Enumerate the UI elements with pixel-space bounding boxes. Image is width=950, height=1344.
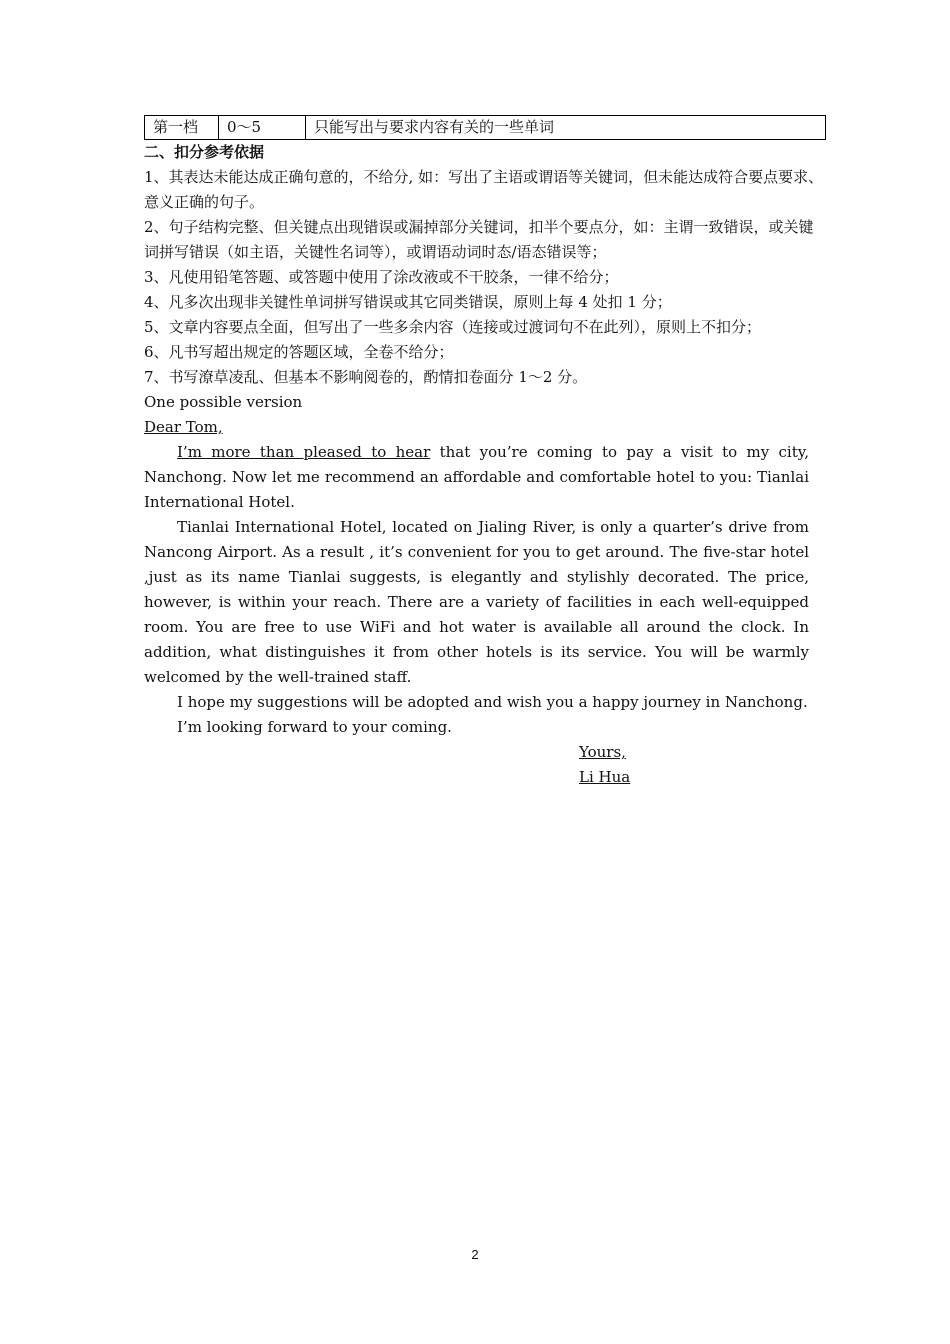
- rule-item: 7、书写潦草凌乱、但基本不影响阅卷的，酌情扣卷面分 1～2 分。: [144, 368, 588, 386]
- essay-paragraph: I hope my suggestions will be adopted and wish you a happy journey in Nanchong.: [177, 693, 808, 711]
- essay-signature: Li Hua: [579, 768, 631, 786]
- grade-table: [144, 115, 826, 140]
- paragraph-text: that you’re coming to pay a visit to my city, Nanchong. Now let me recommend an affordable and comfortable hotel to you: Tianlai International Hotel.: [144, 443, 809, 511]
- essay-closing: Yours,: [579, 743, 626, 761]
- underlined-phrase: I’m more than pleased to hear: [177, 443, 431, 461]
- page-number: 2: [471, 1247, 479, 1262]
- essay-paragraph: I’m looking forward to your coming.: [177, 718, 452, 736]
- document-page: [144, 115, 826, 790]
- essay-salutation: Dear Tom,: [144, 418, 223, 436]
- essay-paragraph: Tianlai International Hotel, located on Jialing River, is only a quarter’s drive from Nancong Airport. As a result , it’s convenient for you to get around. The five-star hotel ,just as its name Tianlai suggests, is elegantly and stylishly decorated. The price, however, is within your reach. There are a variety of facilities in each well-equipped room. You are free to use WiFi and hot water is available all around the clock. In addition, what distinguishes it from other hotels is its service. You will be warmly welcomed by the well-trained staff.: [144, 518, 809, 686]
- essay-heading: One possible version: [144, 393, 303, 411]
- rule-item: 6、凡书写超出规定的答题区域，全卷不给分；: [144, 343, 454, 361]
- rule-item: 3、凡使用铅笔答题、或答题中使用了涂改液或不干胶条，一律不给分；: [144, 268, 619, 286]
- tier-cell: 第一档: [145, 116, 219, 140]
- rule-item: 4、凡多次出现非关键性单词拼写错误或其它同类错误，原则上每 4 处扣 1 分；: [144, 293, 672, 311]
- description-cell: 只能写出与要求内容有关的一些单词: [306, 116, 826, 140]
- essay-paragraph: [144, 440, 809, 515]
- rule-item: 1、其表达未能达成正确句意的，不给分, 如：写出了主语或谓语等关键词，但未能达成符合要点要求、意义正确的句子。: [144, 168, 824, 211]
- rule-item: 2、句子结构完整、但关键点出现错误或漏掉部分关键词，扣半个要点分，如：主谓一致错误，或关键词拼写错误（如主语，关键性名词等），或谓语动词时态/语态错误等；: [144, 218, 814, 261]
- rule-item: 5、文章内容要点全面，但写出了一些多余内容（连接或过渡词句不在此列），原则上不扣分；: [144, 318, 762, 336]
- table-row: [145, 116, 826, 140]
- range-cell: 0～5: [219, 116, 306, 140]
- section-title: 二、扣分参考依据: [144, 143, 265, 161]
